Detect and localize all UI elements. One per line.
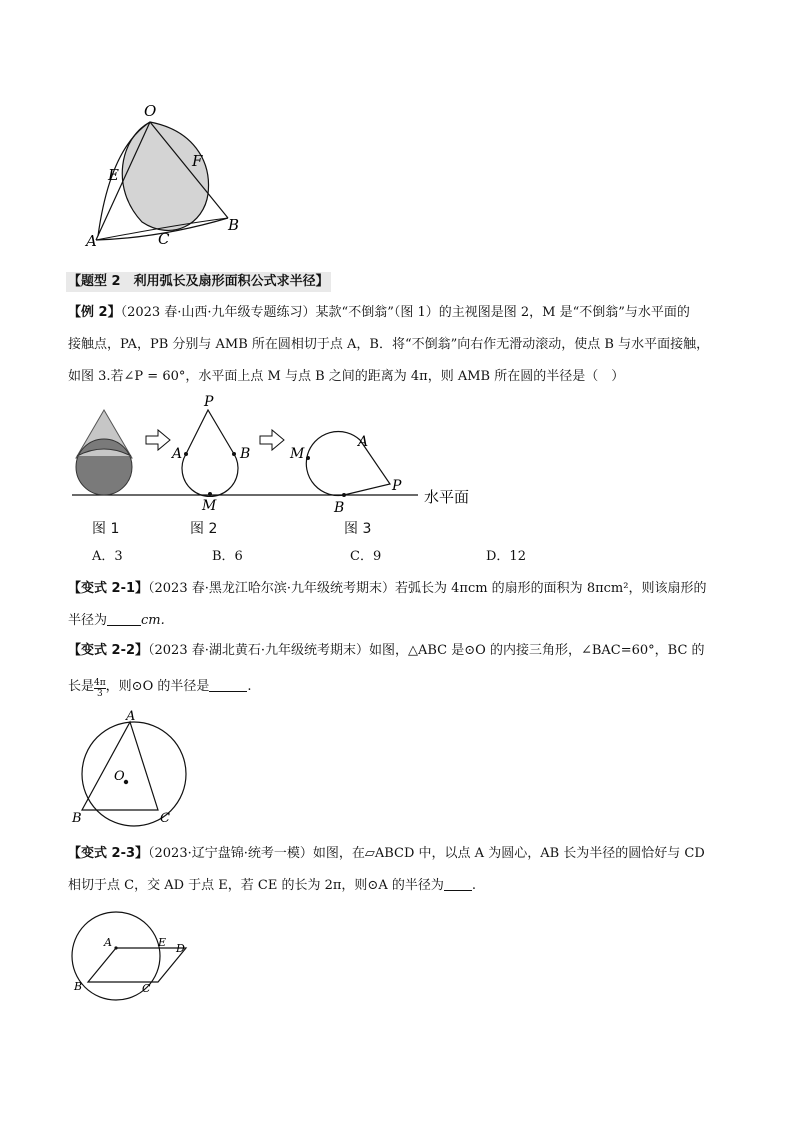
fig2-label-A: A: [172, 446, 183, 462]
example2-tag: 【例 2】: [68, 305, 121, 320]
fig3-label-A: A: [358, 434, 369, 450]
figure3-point-B: [342, 493, 346, 497]
fraction-numerator: 4π: [94, 678, 106, 688]
figure2-shape: [182, 410, 238, 496]
variant21-text1: （2023 春·黑龙江哈尔滨·九年级统考期末）若弧长为 4πcm 的扇形的面积为 8πcm²，则该扇形的: [148, 581, 707, 596]
label-O: O: [114, 769, 125, 784]
fig3-label-P: P: [392, 478, 402, 494]
answer-blank: [444, 876, 472, 891]
inscribed-triangle-figure: [66, 708, 206, 828]
example2-line1: [68, 304, 690, 322]
variant23-text2b: .: [471, 878, 476, 893]
label-C: C: [160, 811, 170, 826]
fig3-label-M: M: [290, 446, 305, 462]
parallelogram-ABCD: [88, 948, 186, 982]
label-C: C: [158, 230, 170, 248]
parallelogram-circle-figure: [66, 906, 206, 1016]
variant23-text2a: 相切于点 C，交 AD 于点 E，若 CE 的长为 2π，则⊙A 的半径为: [68, 878, 444, 893]
variant22-tag: 【变式 2-2】: [68, 643, 149, 658]
label-A: A: [104, 936, 112, 949]
label-C: C: [142, 982, 151, 995]
label-E: E: [158, 936, 167, 949]
label-A: A: [126, 709, 136, 724]
option-A: A．3: [92, 549, 123, 564]
variant22-line2: [68, 677, 252, 699]
label-F: F: [192, 152, 203, 170]
label-A: A: [86, 232, 97, 250]
fraction-denominator: 3: [96, 689, 103, 699]
arrow-1-icon: [146, 430, 170, 450]
answer-blank: [107, 611, 141, 626]
ground-label: 水平面: [424, 488, 470, 506]
triangle-ABC: [82, 722, 158, 810]
section-title: 【题型 2 利用弧长及扇形面积公式求半径】: [66, 272, 331, 292]
variant23-text1: （2023·辽宁盘锦·统考一模）如图，在▱ABCD 中，以点 A 为圆心，AB 长为半径的圆恰好与 CD: [148, 846, 705, 861]
variant21-line1: [68, 580, 706, 598]
figure2-point-M: [208, 492, 212, 496]
example2-line3: 如图 3.若∠P = 60°，水平面上点 M 与点 B 之间的距离为 4π，则 AMB 所在圆的半径是（ ）: [68, 369, 625, 384]
fig2-label-P: P: [204, 394, 214, 410]
example2-line2: 接触点，PA，PB 分别与 AMB 所在圆相切于点 A，B．将“不倒翁”向右作无滑动滚动，使点 B 与水平面接触，: [68, 337, 710, 352]
variant22-text2c: .: [247, 679, 252, 694]
fraction: [94, 678, 106, 699]
variant21-line2: [68, 611, 165, 630]
variant22-text1: （2023 春·湖北黄石·九年级统考期末）如图，△ABC 是⊙O 的内接三角形，∠BAC=60°，BC 的: [148, 643, 705, 658]
variant23-tag: 【变式 2-3】: [68, 846, 149, 861]
option-D: D．12: [486, 549, 526, 564]
fig3-label-B: B: [334, 500, 345, 516]
variant23-line2: [68, 876, 476, 895]
caption-fig1: 图 1: [92, 521, 120, 537]
figure3-point-M: [306, 456, 310, 460]
point-A: [114, 946, 117, 949]
variant22-text2a: 长是: [68, 679, 95, 694]
tumbler-figure: [68, 392, 488, 542]
option-C: C．9: [350, 549, 382, 564]
figure2-point-B: [232, 452, 236, 456]
tumbler-bottom: [76, 439, 132, 495]
variant22-text2b: ，则⊙O 的半径是: [105, 679, 210, 694]
shaded-lens: [122, 122, 208, 230]
label-B: B: [228, 216, 240, 234]
label-O: O: [144, 102, 157, 120]
label-D: D: [176, 942, 185, 955]
variant22-line1: [68, 642, 705, 660]
label-E: E: [108, 166, 119, 184]
label-B: B: [74, 980, 83, 993]
variant21-tag: 【变式 2-1】: [68, 581, 149, 596]
arrow-2-icon: [260, 430, 284, 450]
variant23-line1: [68, 845, 705, 863]
variant21-text2a: 半径为: [68, 613, 108, 628]
fig2-label-B: B: [240, 446, 251, 462]
fig2-label-M: M: [202, 498, 217, 514]
label-B: B: [72, 811, 82, 826]
answer-blank: [209, 677, 247, 692]
figure3-shape: [306, 432, 390, 496]
option-B: B．6: [212, 549, 243, 564]
example2-text1: （2023 春·山西·九年级专题练习）某款“不倒翁”（图 1）的主视图是图 2，M 是“不倒翁”与水平面的: [120, 305, 690, 320]
top-geometry-figure: [80, 98, 260, 253]
caption-fig2: 图 2: [190, 521, 218, 537]
figure2-point-A: [184, 452, 188, 456]
variant21-text2b: cm.: [141, 613, 165, 628]
caption-fig3: 图 3: [344, 521, 372, 537]
